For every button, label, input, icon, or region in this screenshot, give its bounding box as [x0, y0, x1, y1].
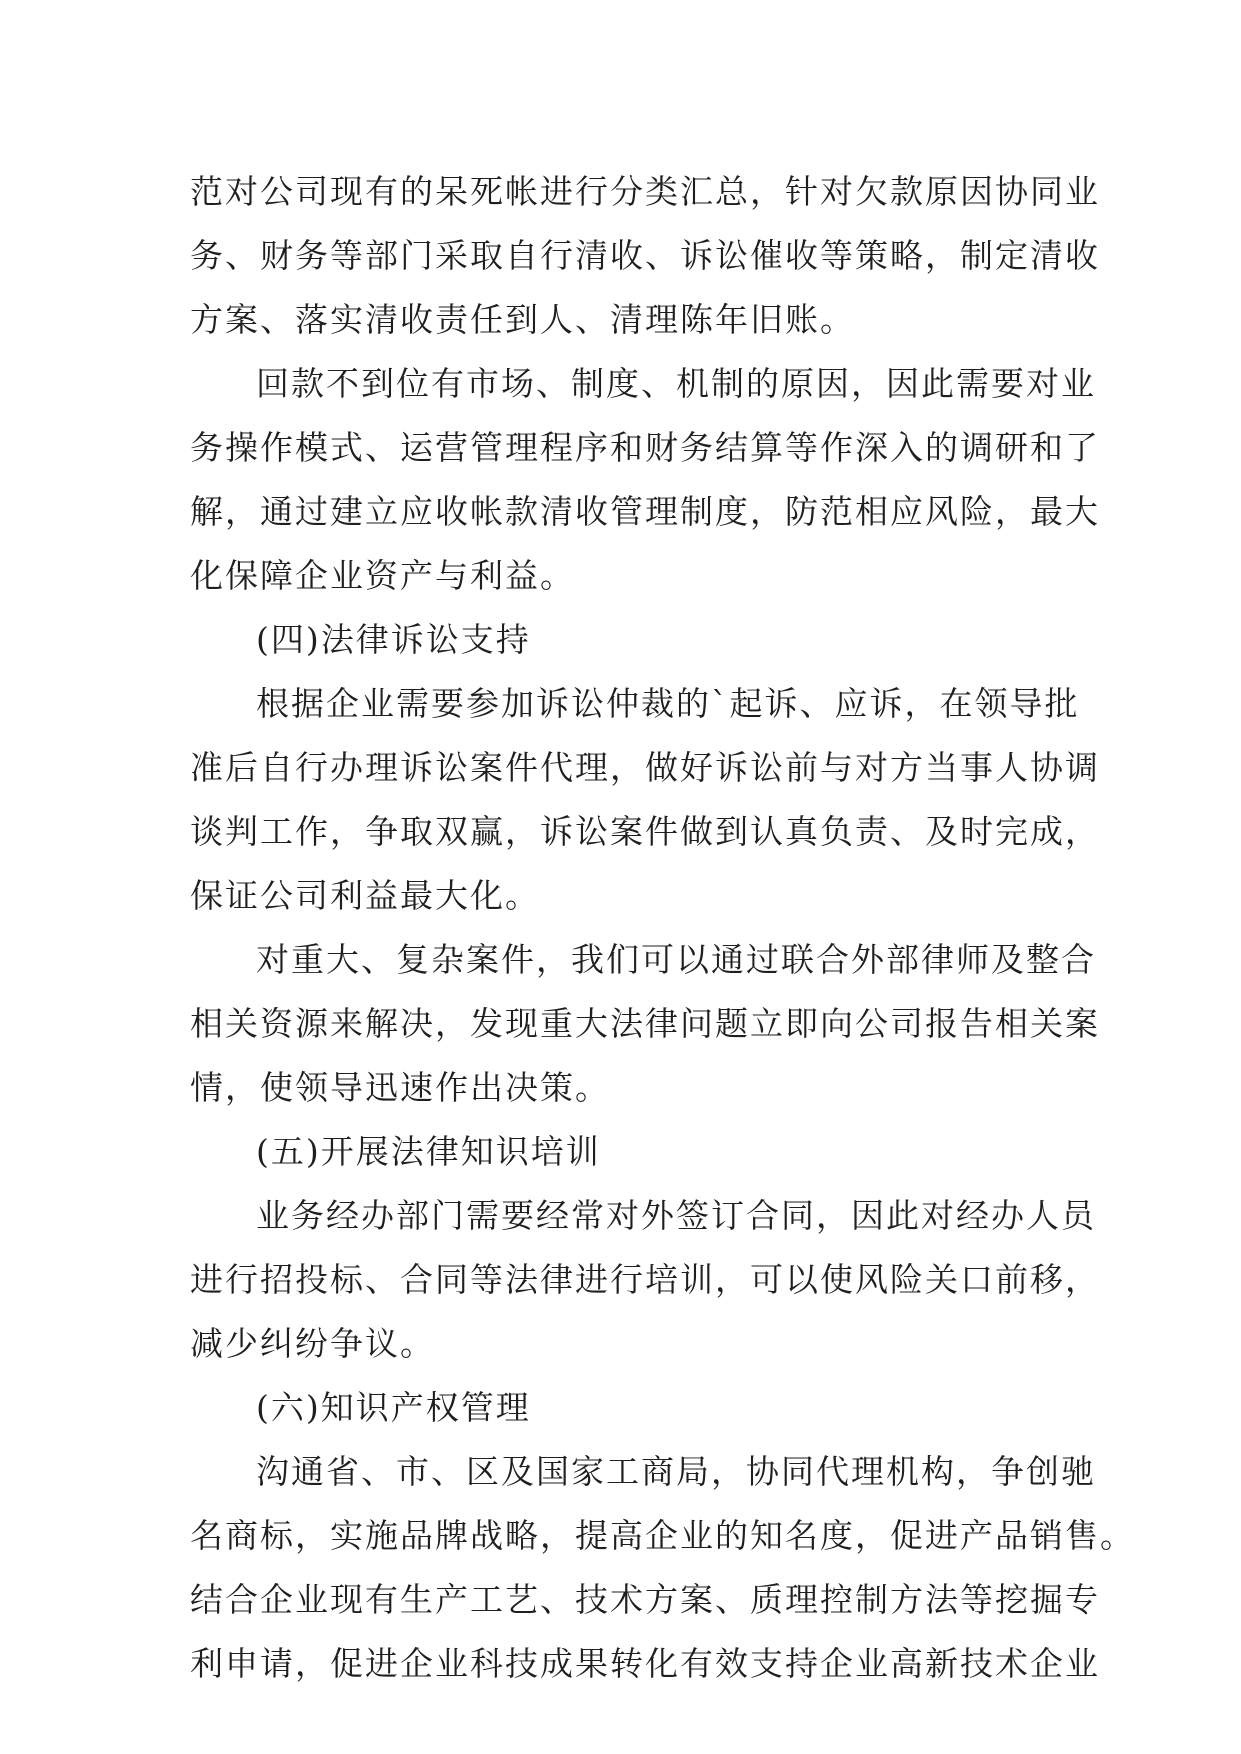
text-line: 化保障企业资产与利益。: [190, 556, 575, 595]
paragraph: [190, 672, 1100, 928]
text-line: 沟通省、市、区及国家工商局，协同代理机构，争创驰: [256, 1452, 1096, 1491]
section-heading: [190, 608, 1060, 672]
text-line: 解，通过建立应收帐款清收管理制度，防范相应风险，最大: [190, 492, 1100, 531]
paragraph: [190, 1184, 1100, 1376]
text-line: 结合企业现有生产工艺、技术方案、质理控制方法等挖掘专: [190, 1580, 1100, 1619]
text-line: 名商标，实施品牌战略，提高企业的知名度，促进产品销售。: [190, 1516, 1135, 1555]
document-body: [190, 160, 1135, 1696]
text-line: 相关资源来解决，发现重大法律问题立即向公司报告相关案: [190, 1004, 1100, 1043]
text-line: 进行招投标、合同等法律进行培训，可以使风险关口前移，: [190, 1260, 1100, 1299]
paragraph: [190, 928, 1100, 1120]
text-line: 利申请，促进企业科技成果转化有效支持企业高新技术企业: [190, 1644, 1100, 1683]
text-line: 范对公司现有的呆死帐进行分类汇总，针对欠款原因协同业: [190, 172, 1100, 211]
paragraph: [190, 160, 1100, 352]
text-line: 谈判工作，争取双赢，诉讼案件做到认真负责、及时完成，: [190, 812, 1100, 851]
section-heading: [190, 1120, 1060, 1184]
text-line: 减少纠纷争议。: [190, 1324, 435, 1363]
paragraph: [190, 1440, 1135, 1696]
text-line: 回款不到位有市场、制度、机制的原因，因此需要对业: [256, 364, 1096, 403]
heading-text: (六)知识产权管理: [256, 1388, 531, 1427]
heading-text: (四)法律诉讼支持: [256, 620, 531, 659]
heading-text: (五)开展法律知识培训: [256, 1132, 601, 1171]
text-line: 方案、落实清收责任到人、清理陈年旧账。: [190, 300, 855, 339]
text-line: 务、财务等部门采取自行清收、诉讼催收等策略，制定清收: [190, 236, 1100, 275]
text-line: 情，使领导迅速作出决策。: [190, 1068, 610, 1107]
text-line: 保证公司利益最大化。: [190, 876, 540, 915]
text-line: 业务经办部门需要经常对外签订合同，因此对经办人员: [256, 1196, 1096, 1235]
section-heading: [190, 1376, 1060, 1440]
paragraph: [190, 352, 1100, 608]
text-line: 准后自行办理诉讼案件代理，做好诉讼前与对方当事人协调: [190, 748, 1100, 787]
text-line: 务操作模式、运营管理程序和财务结算等作深入的调研和了: [190, 428, 1100, 467]
text-line: 对重大、复杂案件，我们可以通过联合外部律师及整合: [256, 940, 1096, 979]
text-line: 根据企业需要参加诉讼仲裁的`起诉、应诉，在领导批: [256, 684, 1080, 723]
